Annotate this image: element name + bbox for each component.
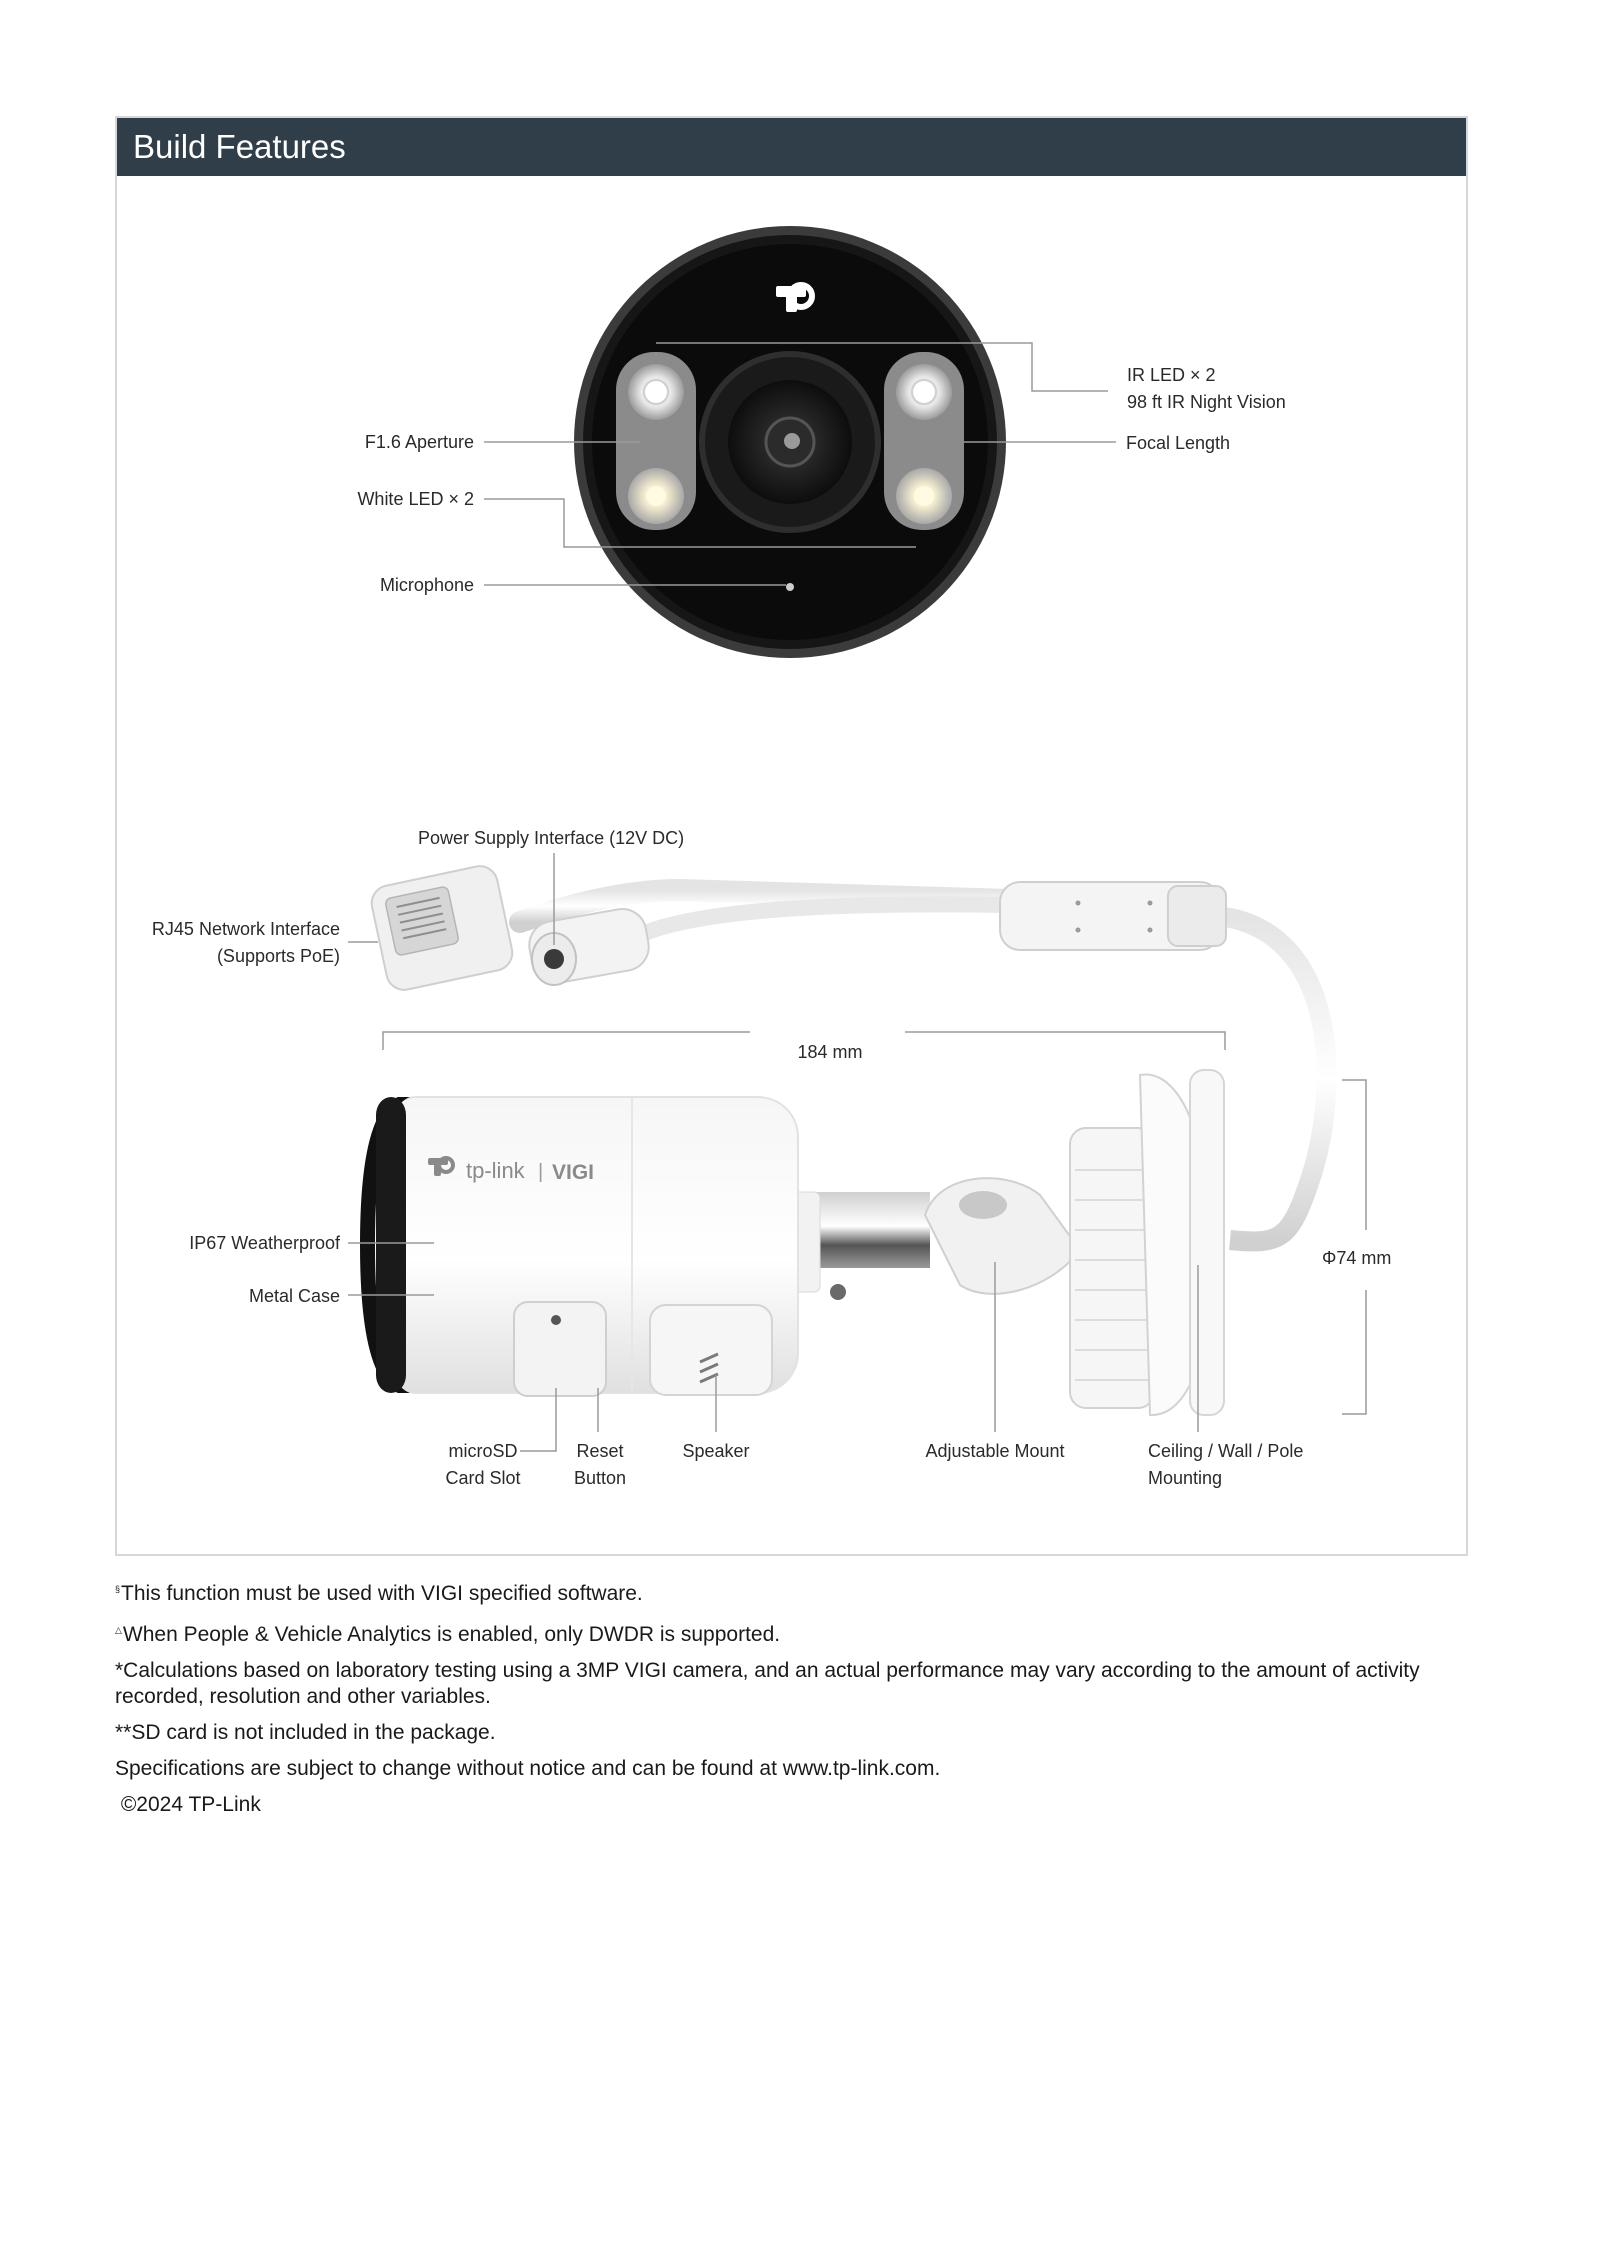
side-view-camera (360, 1070, 1224, 1415)
metal-case-label: Metal Case (248, 1286, 340, 1306)
mounting-label-line2: Mounting (1148, 1468, 1223, 1488)
rj45-label-line1: RJ45 Network Interface (151, 919, 340, 939)
microsd-label-line1: microSD (448, 1441, 518, 1461)
adjustable-mount-label: Adjustable Mount (925, 1441, 1065, 1461)
aperture-label: F1.6 Aperture (364, 432, 474, 452)
footnote: §This function must be used with VIGI specified software. (115, 1582, 643, 1605)
footnote: *Calculations based on laboratory testing using a 3MP VIGI camera, and an actual performance may vary according to the amount of activity recorded, resolution and other variables. (115, 1659, 1420, 1708)
diameter-dimension-label: Φ74 mm (1322, 1248, 1392, 1268)
microphone-label: Microphone (379, 575, 474, 595)
footnote: △When People & Vehicle Analytics is enabled, only DWDR is supported. (115, 1623, 781, 1646)
microsd-label-line2: Card Slot (445, 1468, 521, 1488)
white-led-label: White LED × 2 (357, 489, 474, 509)
logo-divider: | (538, 1161, 544, 1183)
reset-label-line1: Reset (576, 1441, 624, 1461)
logo-text: tp-link (466, 1158, 525, 1183)
section-title: Build Features (117, 118, 1466, 176)
copyright: ©2024 TP-Link (115, 1793, 261, 1816)
reset-label-line2: Button (573, 1468, 627, 1488)
rj45-connector-icon (368, 863, 515, 993)
footnote: Specifications are subject to change without notice and can be found at www.tp-link.com. (115, 1757, 941, 1780)
ir-led-label: IR LED × 2 (1127, 365, 1216, 385)
logo-product: VIGI (552, 1161, 595, 1184)
speaker-label: Speaker (682, 1441, 750, 1461)
weatherproof-label: IP67 Weatherproof (189, 1233, 340, 1253)
focal-length-label: Focal Length (1126, 433, 1231, 453)
length-dimension-label: 184 mm (797, 1042, 863, 1062)
ir-night-vision-label: 98 ft IR Night Vision (1127, 392, 1286, 412)
microphone-icon (786, 583, 794, 591)
mounting-label-line1: Ceiling / Wall / Pole (1148, 1441, 1304, 1461)
footnotes (115, 1576, 1495, 1828)
power-supply-label: Power Supply Interface (12V DC) (418, 828, 685, 848)
footnote: **SD card is not included in the package. (115, 1721, 496, 1744)
rj45-label-line2: (Supports PoE) (216, 946, 340, 966)
